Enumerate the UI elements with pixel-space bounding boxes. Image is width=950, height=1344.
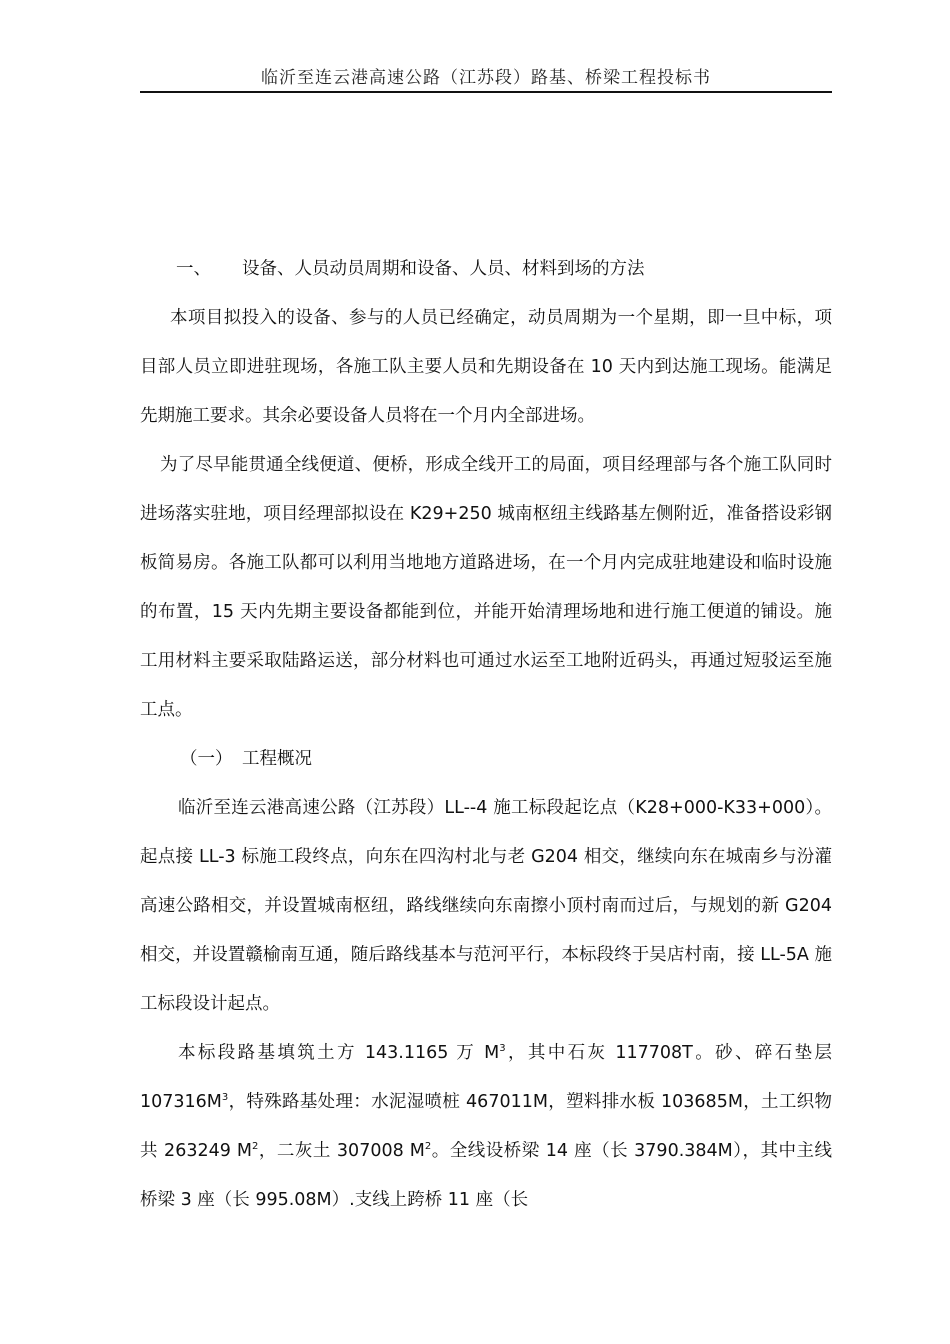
page-header: 临沂至连云港高速公路（江苏段）路基、桥梁工程投标书 <box>261 68 711 88</box>
subsection-heading <box>140 735 832 784</box>
unit-superscript: 2 <box>424 1141 432 1152</box>
unit-superscript: 2 <box>252 1141 259 1152</box>
quantities-text-5: 。全线设桥梁 14 座（长 3790.384M），其中主线桥梁 3 座（长 995.08M）.支线上跨桥 11 座（长 <box>140 1141 832 1210</box>
document-body <box>140 245 832 1225</box>
quantities-text-4: ，二灰土 307008 M <box>258 1141 425 1161</box>
quantities-text-2: ，其中石灰 117708T。砂、碎石垫层 107316M <box>140 1043 832 1112</box>
section-number: 一、 <box>176 259 211 279</box>
paragraph-site-setup: 为了尽早能贯通全线便道、便桥，形成全线开工的局面，项目经理部与各个施工队同时进场落实驻地，项目经理部拟设在 K29+250 城南枢纽主线路基左侧附近，准备搭设彩钢板简易房。各施工队都可以利用当地地方道路进场，在一个月内完成驻地建设和临时设施的布置，15 天内先期主要设备都能到位，并能开始清理场地和进行施工便道的铺设。施工用材料主要采取陆路运送，部分材料也可通过水运至工地附近码头，再通过短驳运至施工点。 <box>140 455 832 720</box>
quantities-text-1: 本标段路基填筑土方 143.1165 万 M <box>178 1043 500 1063</box>
section-title: 设备、人员动员周期和设备、人员、材料到场的方法 <box>242 259 645 279</box>
header-rule <box>140 91 832 93</box>
paragraph-quantities <box>140 1029 832 1225</box>
unit-superscript: 3 <box>499 1043 506 1054</box>
unit-superscript: 3 <box>221 1092 229 1103</box>
paragraph-project-overview: 临沂至连云港高速公路（江苏段）LL--4 施工标段起讫点（K28+000-K33+000）。起点接 LL-3 标施工段终点，向东在四沟村北与老 G204 相交，继续向东在城南乡与汾灌高速公路相交，并设置城南枢纽，路线继续向东南擦小顶村南而过后，与规划的新 G204 相交，并设置赣榆南互通，随后路线基本与范河平行，本标段终于吴店村南，接 LL-5A 施工标段设计起点。 <box>140 798 832 1014</box>
subsection-number: （一） <box>180 749 233 769</box>
quantities-text-3: ，特殊路基处理：水泥湿喷桩 467011M，塑料排水板 103685M，土工织物共 263249 M <box>140 1092 832 1161</box>
subsection-title: 工程概况 <box>242 749 312 769</box>
paragraph-mobilization: 本项目拟投入的设备、参与的人员已经确定，动员周期为一个星期，即一旦中标，项目部人员立即进驻现场，各施工队主要人员和先期设备在 10 天内到达施工现场。能满足先期施工要求。其余必要设备人员将在一个月内全部进场。 <box>140 308 832 426</box>
section-heading <box>140 245 832 294</box>
